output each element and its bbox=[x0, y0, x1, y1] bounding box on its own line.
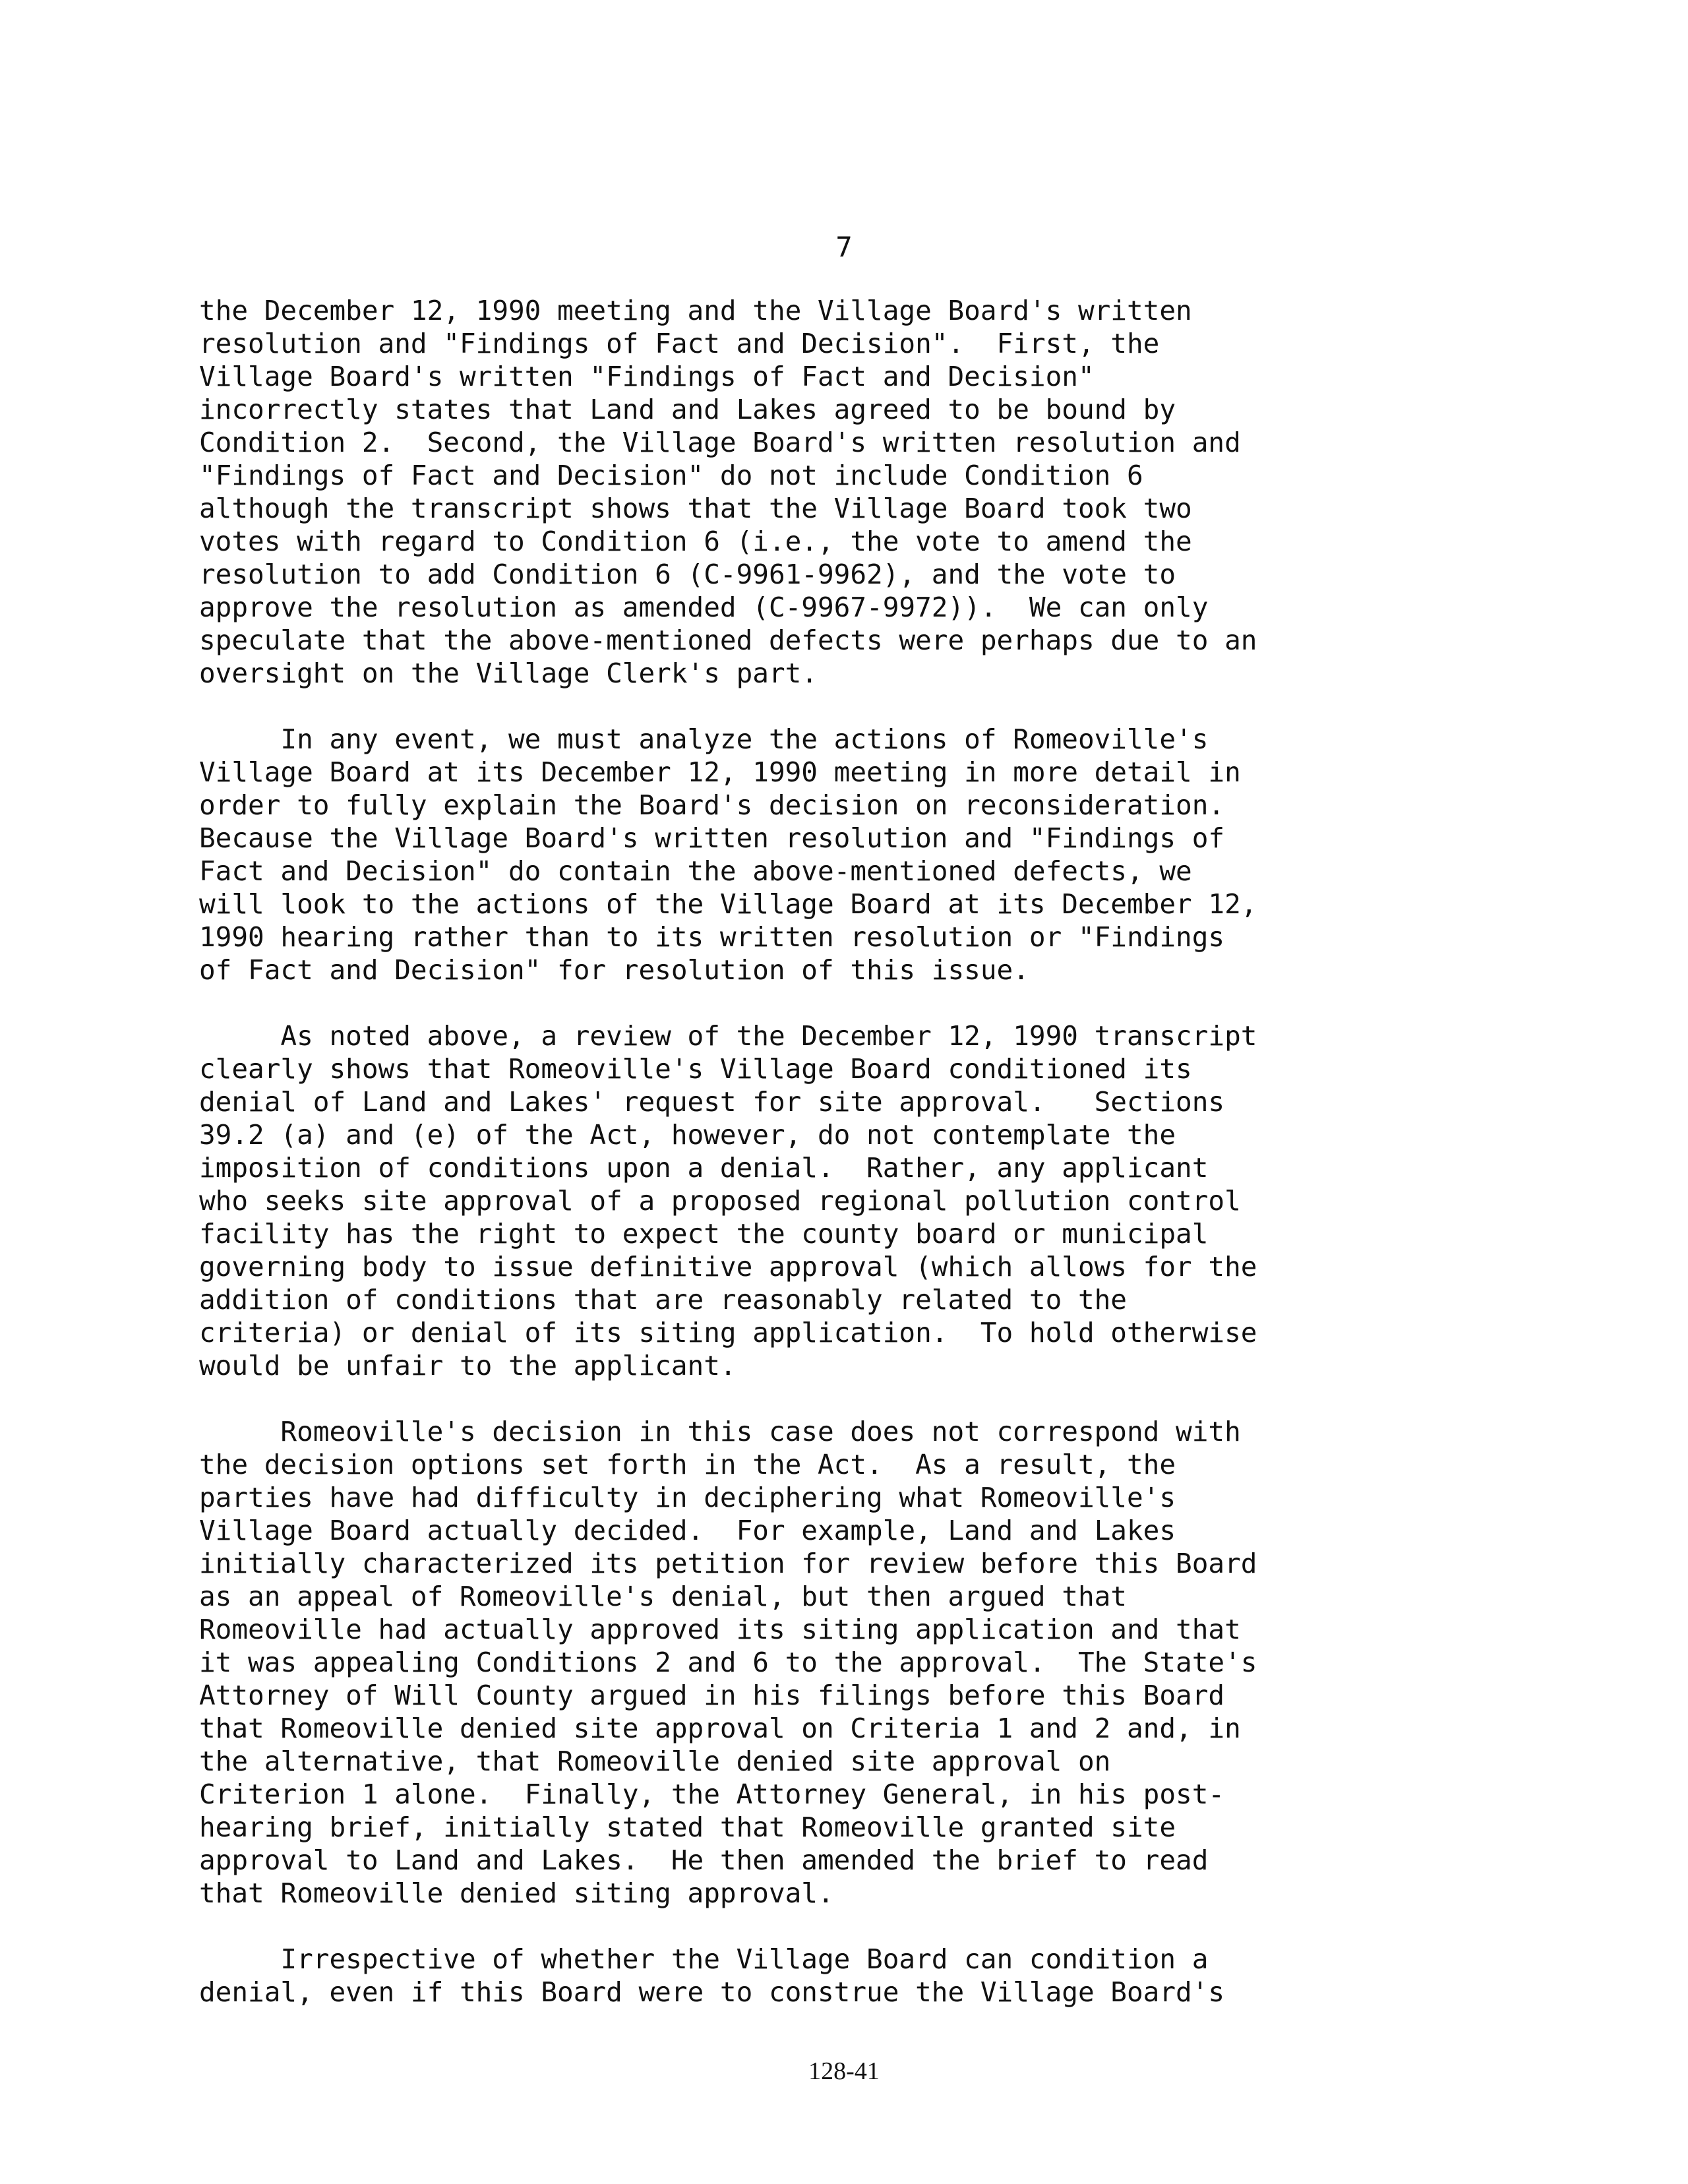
page-number: 7 bbox=[835, 231, 853, 263]
text-line: votes with regard to Condition 6 (i.e., the vote to amend the bbox=[199, 526, 1192, 557]
text-line: Because the Village Board's written resolution and "Findings of bbox=[199, 822, 1225, 854]
text-line: Criterion 1 alone. Finally, the Attorney General, in his post- bbox=[199, 1778, 1225, 1810]
text-line: order to fully explain the Board's decision on reconsideration. bbox=[199, 789, 1225, 821]
text-line: Village Board actually decided. For example, Land and Lakes bbox=[199, 1515, 1176, 1546]
text-line: In any event, we must analyze the actions of Romeoville's bbox=[199, 723, 1209, 755]
text-line: the alternative, that Romeoville denied site approval on bbox=[199, 1745, 1111, 1777]
text-line: who seeks site approval of a proposed regional pollution control bbox=[199, 1185, 1241, 1217]
text-line: the December 12, 1990 meeting and the Village Board's written bbox=[199, 295, 1192, 326]
text-line: addition of conditions that are reasonably related to the bbox=[199, 1284, 1127, 1316]
text-line: 1990 hearing rather than to its written resolution or "Findings bbox=[199, 921, 1225, 953]
text-line: of Fact and Decision" for resolution of this issue. bbox=[199, 954, 1029, 986]
text-line: will look to the actions of the Village Board at its December 12, bbox=[199, 888, 1257, 920]
body-text bbox=[199, 294, 1551, 2009]
text-line: resolution and "Findings of Fact and Decision". First, the bbox=[199, 328, 1160, 359]
text-line: "Findings of Fact and Decision" do not include Condition 6 bbox=[199, 460, 1143, 491]
text-line: initially characterized its petition for review before this Board bbox=[199, 1548, 1257, 1579]
text-line: Village Board at its December 12, 1990 meeting in more detail in bbox=[199, 756, 1241, 788]
text-line: as an appeal of Romeoville's denial, but then argued that bbox=[199, 1581, 1127, 1612]
text-line: Attorney of Will County argued in his filings before this Board bbox=[199, 1680, 1225, 1711]
paragraph bbox=[199, 1943, 1551, 2009]
footer-page-number: 128-41 bbox=[808, 2057, 880, 2085]
text-line: speculate that the above-mentioned defects were perhaps due to an bbox=[199, 624, 1257, 656]
text-line: denial of Land and Lakes' request for site approval. Sections bbox=[199, 1086, 1225, 1118]
text-line: criteria) or denial of its siting application. To hold otherwise bbox=[199, 1317, 1257, 1349]
text-line: approval to Land and Lakes. He then amended the brief to read bbox=[199, 1844, 1209, 1876]
text-line: oversight on the Village Clerk's part. bbox=[199, 657, 818, 689]
text-line: Romeoville had actually approved its siting application and that bbox=[199, 1614, 1241, 1645]
paragraph bbox=[199, 294, 1551, 690]
text-line: imposition of conditions upon a denial. Rather, any applicant bbox=[199, 1152, 1209, 1184]
text-line: resolution to add Condition 6 (C-9961-9962), and the vote to bbox=[199, 559, 1176, 590]
paragraph bbox=[199, 723, 1551, 986]
paragraph bbox=[199, 1019, 1551, 1382]
text-line: incorrectly states that Land and Lakes agreed to be bound by bbox=[199, 394, 1176, 425]
text-line: As noted above, a review of the December 12, 1990 transcript bbox=[199, 1020, 1257, 1052]
text-line: that Romeoville denied siting approval. bbox=[199, 1877, 834, 1909]
text-line: governing body to issue definitive approval (which allows for the bbox=[199, 1251, 1257, 1283]
paragraph bbox=[199, 1415, 1551, 1910]
text-line: hearing brief, initially stated that Romeoville granted site bbox=[199, 1811, 1176, 1843]
text-line: clearly shows that Romeoville's Village Board conditioned its bbox=[199, 1053, 1192, 1085]
text-line: Village Board's written "Findings of Fact and Decision" bbox=[199, 361, 1095, 392]
text-line: Condition 2. Second, the Village Board's written resolution and bbox=[199, 427, 1241, 458]
text-line: it was appealing Conditions 2 and 6 to the approval. The State's bbox=[199, 1647, 1257, 1678]
text-line: the decision options set forth in the Act. As a result, the bbox=[199, 1449, 1176, 1480]
text-line: although the transcript shows that the Village Board took two bbox=[199, 493, 1192, 524]
text-line: Irrespective of whether the Village Board can condition a bbox=[199, 1943, 1209, 1975]
text-line: Fact and Decision" do contain the above-mentioned defects, we bbox=[199, 855, 1192, 887]
text-line: parties have had difficulty in deciphering what Romeoville's bbox=[199, 1482, 1176, 1513]
text-line: 39.2 (a) and (e) of the Act, however, do not contemplate the bbox=[199, 1119, 1176, 1151]
text-line: Romeoville's decision in this case does not correspond with bbox=[199, 1416, 1241, 1447]
text-line: facility has the right to expect the county board or municipal bbox=[199, 1218, 1209, 1250]
text-line: denial, even if this Board were to construe the Village Board's bbox=[199, 1976, 1225, 2008]
text-line: approve the resolution as amended (C-9967-9972)). We can only bbox=[199, 592, 1209, 623]
text-line: that Romeoville denied site approval on Criteria 1 and 2 and, in bbox=[199, 1713, 1241, 1744]
text-line: would be unfair to the applicant. bbox=[199, 1350, 737, 1381]
